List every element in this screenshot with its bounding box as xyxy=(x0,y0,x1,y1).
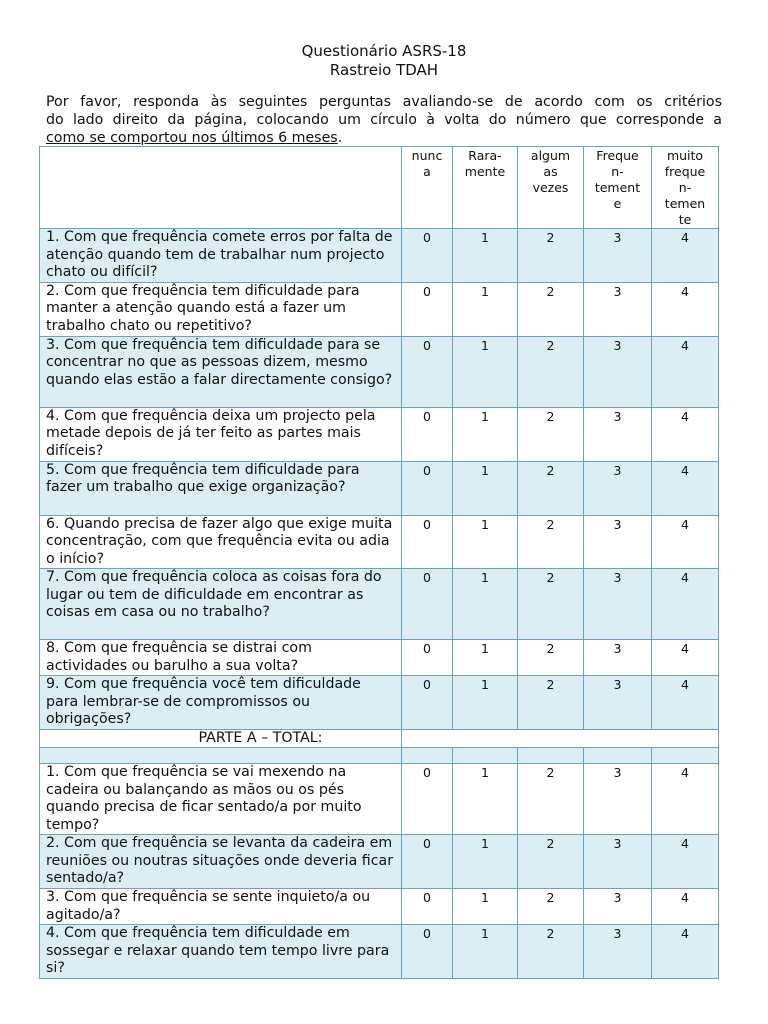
score-option[interactable]: 3 xyxy=(584,229,652,283)
score-option[interactable]: 2 xyxy=(518,461,584,515)
score-option[interactable]: 3 xyxy=(584,515,652,569)
score-option[interactable]: 4 xyxy=(652,764,719,835)
spacer-cell xyxy=(40,748,402,764)
score-option[interactable]: 3 xyxy=(584,676,652,730)
spacer-row xyxy=(40,748,719,764)
question-text: 1. Com que frequência comete erros por falta de atenção quando tem de trabalhar num projecto chato ou difícil? xyxy=(40,229,402,283)
score-option[interactable]: 3 xyxy=(584,407,652,461)
score-option[interactable]: 0 xyxy=(402,569,453,640)
question-text: 2. Com que frequência tem dificuldade para manter a atenção quando está a fazer um trabalho chato ou repetitivo? xyxy=(40,282,402,336)
score-option[interactable]: 2 xyxy=(518,925,584,979)
score-option[interactable]: 2 xyxy=(518,676,584,730)
question-text: 4. Com que frequência tem dificuldade em sossegar e relaxar quando tem tempo livre para si? xyxy=(40,925,402,979)
spacer-cell xyxy=(584,748,652,764)
question-row xyxy=(40,925,719,979)
score-option[interactable]: 0 xyxy=(402,336,453,407)
score-option[interactable]: 4 xyxy=(652,889,719,925)
question-text: 5. Com que frequência tem dificuldade para fazer um trabalho que exige organização? xyxy=(40,461,402,515)
score-option[interactable]: 1 xyxy=(453,676,518,730)
question-row xyxy=(40,676,719,730)
score-option[interactable]: 4 xyxy=(652,407,719,461)
score-option[interactable]: 3 xyxy=(584,282,652,336)
instructions xyxy=(46,93,722,147)
instructions-emphasis: como se comportou nos últimos 6 meses xyxy=(46,130,338,146)
score-option[interactable]: 0 xyxy=(402,925,453,979)
score-option[interactable]: 0 xyxy=(402,640,453,676)
question-text: 7. Com que frequência coloca as coisas fora do lugar ou tem de dificuldade em encontrar as coisas em casa ou no trabalho? xyxy=(40,569,402,640)
score-option[interactable]: 1 xyxy=(453,764,518,835)
score-option[interactable]: 0 xyxy=(402,282,453,336)
question-text: 3. Com que frequência se sente inquieto/a ou agitado/a? xyxy=(40,889,402,925)
question-text: 4. Com que frequência deixa um projecto pela metade depois de já ter feito as partes mais difíceis? xyxy=(40,407,402,461)
score-option[interactable]: 4 xyxy=(652,569,719,640)
score-option[interactable]: 3 xyxy=(584,336,652,407)
question-row xyxy=(40,407,719,461)
score-option[interactable]: 2 xyxy=(518,282,584,336)
score-option[interactable]: 2 xyxy=(518,229,584,283)
score-option[interactable]: 4 xyxy=(652,676,719,730)
question-text: 3. Com que frequência tem dificuldade para se concentrar no que as pessoas dizem, mesmo quando elas estão a falar directamente consigo? xyxy=(40,336,402,407)
score-option[interactable]: 2 xyxy=(518,515,584,569)
score-option[interactable]: 2 xyxy=(518,835,584,889)
part-a-total-label: PARTE A – TOTAL: xyxy=(40,730,402,748)
score-option[interactable]: 4 xyxy=(652,336,719,407)
instructions-line: do lado direito da página, colocando um círculo à volta do número que corresponde a xyxy=(46,112,722,128)
score-option[interactable]: 1 xyxy=(453,889,518,925)
score-option[interactable]: 4 xyxy=(652,282,719,336)
score-option[interactable]: 2 xyxy=(518,569,584,640)
score-option[interactable]: 4 xyxy=(652,229,719,283)
score-option[interactable]: 1 xyxy=(453,407,518,461)
score-option[interactable]: 3 xyxy=(584,835,652,889)
question-row xyxy=(40,889,719,925)
question-row xyxy=(40,461,719,515)
score-option[interactable]: 1 xyxy=(453,835,518,889)
score-option[interactable]: 2 xyxy=(518,640,584,676)
page-title: Questionário ASRS-18 xyxy=(301,42,467,60)
score-option[interactable]: 3 xyxy=(584,569,652,640)
question-row xyxy=(40,336,719,407)
score-option[interactable]: 2 xyxy=(518,407,584,461)
score-option[interactable]: 1 xyxy=(453,640,518,676)
question-text: 1. Com que frequência se vai mexendo na cadeira ou balançando as mãos ou os pés quando precisa de ficar sentado/a por muito tempo? xyxy=(40,764,402,835)
score-option[interactable]: 3 xyxy=(584,925,652,979)
score-option[interactable]: 1 xyxy=(453,569,518,640)
instructions-end: . xyxy=(337,130,343,146)
score-option[interactable]: 1 xyxy=(453,282,518,336)
header-row xyxy=(40,147,719,229)
question-row xyxy=(40,764,719,835)
question-text: 2. Com que frequência se levanta da cadeira em reuniões ou noutras situações onde deveria ficar sentado/a? xyxy=(40,835,402,889)
column-header: Freque n- tement e xyxy=(584,147,652,229)
score-option[interactable]: 4 xyxy=(652,461,719,515)
score-option[interactable]: 4 xyxy=(652,640,719,676)
column-header: Rara- mente xyxy=(453,147,518,229)
total-row xyxy=(40,730,719,748)
spacer-cell xyxy=(453,748,518,764)
score-option[interactable]: 2 xyxy=(518,336,584,407)
score-option[interactable]: 0 xyxy=(402,229,453,283)
question-row xyxy=(40,229,719,283)
score-option[interactable]: 1 xyxy=(453,515,518,569)
score-option[interactable]: 0 xyxy=(402,515,453,569)
question-text: 8. Com que frequência se distrai com actividades ou barulho a sua volta? xyxy=(40,640,402,676)
question-text: 9. Com que frequência você tem dificuldade para lembrar-se de compromissos ou obrigações? xyxy=(40,676,402,730)
question-row xyxy=(40,640,719,676)
score-option[interactable]: 2 xyxy=(518,889,584,925)
instructions-line: Por favor, responda às seguintes perguntas avaliando-se de acordo com os critérios xyxy=(46,94,722,110)
spacer-cell xyxy=(402,748,453,764)
question-row xyxy=(40,282,719,336)
score-option[interactable]: 0 xyxy=(402,407,453,461)
score-option[interactable]: 4 xyxy=(652,835,719,889)
score-option[interactable]: 4 xyxy=(652,925,719,979)
spacer-cell xyxy=(518,748,584,764)
header-blank-cell xyxy=(40,147,402,229)
score-option[interactable]: 3 xyxy=(584,461,652,515)
score-option[interactable]: 0 xyxy=(402,764,453,835)
question-text: 6. Quando precisa de fazer algo que exige muita concentração, com que frequência evita ou adia o início? xyxy=(40,515,402,569)
spacer-cell xyxy=(652,748,719,764)
score-option[interactable]: 0 xyxy=(402,835,453,889)
score-option[interactable]: 3 xyxy=(584,889,652,925)
score-option[interactable]: 0 xyxy=(402,461,453,515)
questionnaire-table xyxy=(39,146,719,979)
page-subtitle: Rastreio TDAH xyxy=(329,61,439,79)
part-a-total-field[interactable] xyxy=(402,730,719,748)
score-option[interactable]: 3 xyxy=(584,764,652,835)
score-option[interactable]: 0 xyxy=(402,676,453,730)
score-option[interactable]: 0 xyxy=(402,889,453,925)
column-header: muito freque n- temen te xyxy=(652,147,719,229)
score-option[interactable]: 1 xyxy=(453,925,518,979)
column-header: nunc a xyxy=(402,147,453,229)
question-row xyxy=(40,835,719,889)
score-option[interactable]: 1 xyxy=(453,336,518,407)
score-option[interactable]: 2 xyxy=(518,764,584,835)
score-option[interactable]: 3 xyxy=(584,640,652,676)
question-row xyxy=(40,515,719,569)
question-row xyxy=(40,569,719,640)
score-option[interactable]: 1 xyxy=(453,229,518,283)
score-option[interactable]: 1 xyxy=(453,461,518,515)
score-option[interactable]: 4 xyxy=(652,515,719,569)
column-header: algum as vezes xyxy=(518,147,584,229)
